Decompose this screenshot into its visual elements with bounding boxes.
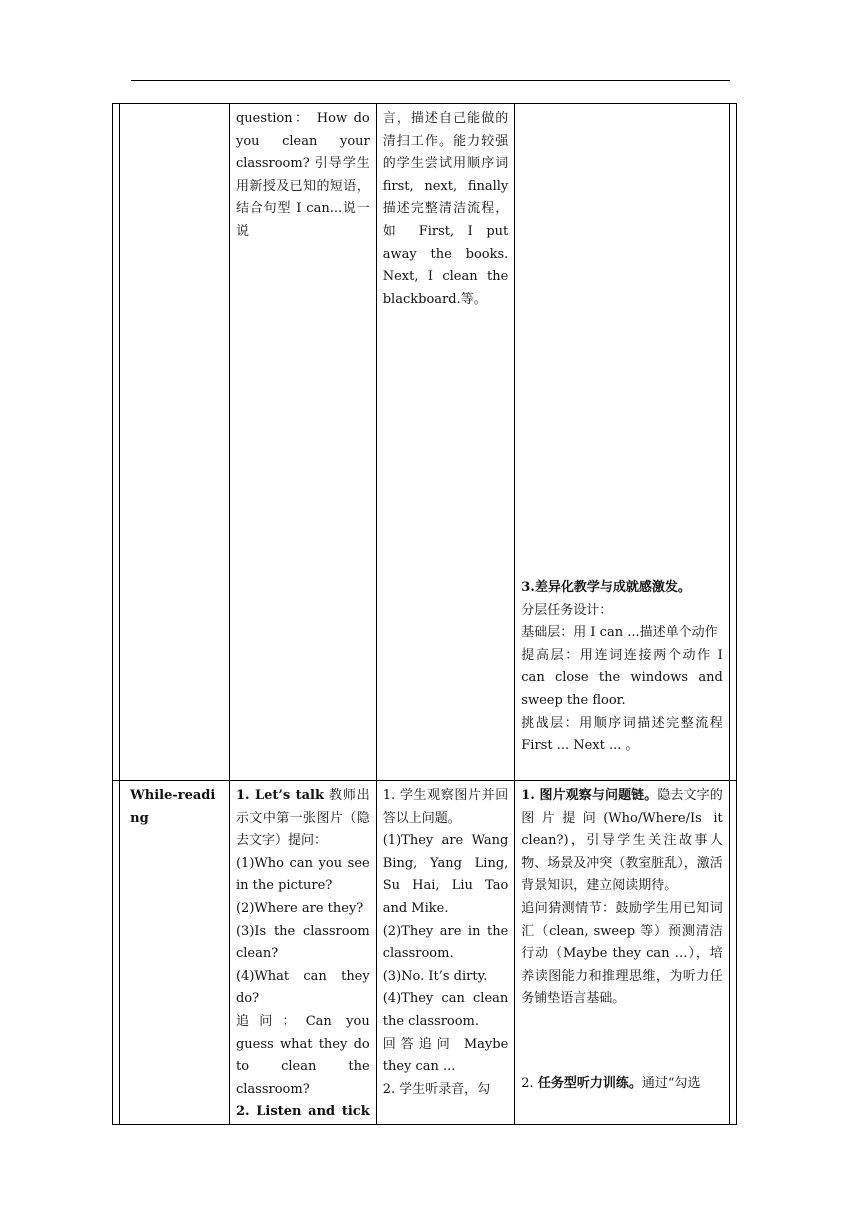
design-line: 分层任务设计：: [521, 602, 613, 618]
teacher-activity-cell: [229, 104, 376, 781]
design-text: 追问猜测情节：鼓励学生用已知词汇（clean, sweep 等）预测清洁行动（Maybe they can …），培养读图能力和推理思维，为听力任务铺垫语言基础。: [521, 900, 723, 1007]
question-item: (3)Is the classroom clean?: [235, 923, 370, 962]
stage-cell: [120, 781, 230, 1125]
table-row: [113, 104, 737, 781]
design-text: 通过“勾选: [641, 1076, 701, 1091]
table-row: [113, 781, 737, 1125]
question-item: (2)Where are they?: [235, 900, 364, 916]
talk-heading: 1. Let’s talk: [235, 788, 324, 803]
design-intent-cell: [515, 104, 730, 781]
question-item: (1)Who can you see in the picture?: [235, 855, 370, 894]
stage-label: While-reading: [130, 788, 216, 826]
design-item-number: 2.: [521, 1076, 538, 1091]
design-heading: 3.差异化教学与成就感激发。: [521, 580, 691, 595]
design-heading: 1. 图片观察与问题链。: [521, 788, 658, 803]
header-rule: [131, 80, 730, 81]
teacher-activity-text: question： How do you clean your classroom? 引导学生用新授及已知的短语，结合句型 I can...说一说: [235, 111, 370, 239]
talk-intro: 教师出示文中第一张图片（隐去文字）提问：: [235, 788, 370, 849]
listen-heading: 2. Listen and tick: [235, 1104, 370, 1120]
question-item: (4)What can they do?: [235, 968, 370, 1007]
edge-cell-right: [729, 104, 736, 781]
edge-cell-right: [729, 781, 736, 1125]
student-answer: (1)They are Wang Bing, Yang Ling, Su Hai, Liu Tao and Mike.: [382, 833, 509, 916]
design-text: 隐去文字的图片提问(Who/Where/Is it clean?)，引导学生关注故事人物、场景及冲突（教室脏乱），激活背景知识，建立阅读期待。: [521, 788, 723, 894]
student-answer: (4)They can clean the classroom.: [382, 991, 509, 1029]
student-answer: (3)No. It’s dirty.: [382, 968, 488, 984]
design-heading: 任务型听力训练。: [537, 1076, 642, 1091]
design-intent-cell: [515, 781, 730, 1125]
student-listen-item: 2. 学生听录音，勾: [382, 1081, 491, 1097]
design-line: 基础层：用 I can ...描述单个动作: [521, 625, 718, 641]
design-line: 提高层：用连词连接两个动作 I can close the windows and sweep the floor.: [521, 647, 723, 708]
student-answer: 回答追问 Maybe they can ...: [382, 1036, 509, 1075]
follow-up-question: 追问：Can you guess what they do to clean the classroom?: [235, 1013, 370, 1097]
edge-cell-left: [113, 104, 120, 781]
student-answer: 1. 学生观察图片并回答以上问题。: [382, 788, 509, 826]
lesson-plan-table: [112, 103, 737, 1125]
teacher-activity-cell: [229, 781, 376, 1125]
student-answer: (2)They are in the classroom.: [382, 923, 509, 962]
edge-cell-left: [113, 781, 120, 1125]
student-activity-text: 言，描述自己能做的清扫工作。能力较强的学生尝试用顺序词 first, next, finally 描述完整清洁流程，如 First, I put away the books. Next, I clean the blackboard.等。: [382, 111, 509, 307]
stage-cell: [120, 104, 230, 781]
student-activity-cell: [376, 104, 515, 781]
student-activity-cell: [376, 781, 515, 1125]
design-line: 挑战层：用顺序词描述完整流程 First ... Next ... 。: [521, 715, 723, 754]
